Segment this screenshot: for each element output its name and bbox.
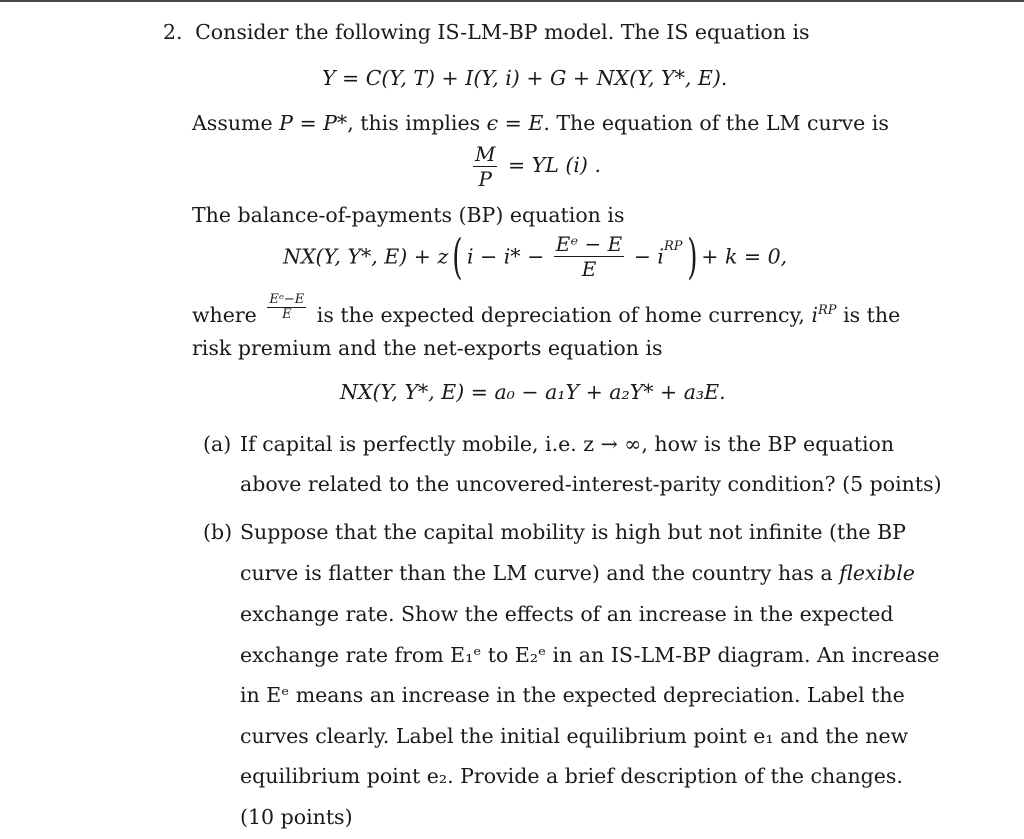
part-b-label: (b)	[203, 520, 233, 544]
bp-inner-2: − i	[633, 244, 664, 269]
where-fraction-numerator: Eᵉ−E	[269, 292, 305, 307]
part-a-line-1: If capital is perfectly mobile, i.e. z → ∞, how is the BP equation	[240, 432, 895, 456]
nx-equation: NX(Y, Y*, E) = a₀ − a₁Y + a₂Y* + a₃E.	[340, 380, 726, 404]
assume-text-3: . The equation of the LM curve is	[543, 111, 889, 135]
assume-line	[192, 110, 889, 136]
is-equation: Y = C(Y, T) + I(Y, i) + G + NX(Y, Y*, E).	[322, 66, 728, 90]
part-b-line-2	[240, 560, 915, 586]
part-a-label: (a)	[203, 432, 232, 456]
assume-math-1: P = P*	[279, 111, 348, 135]
part-b-line-4: exchange rate from E₁ᵉ to E₂ᵉ in an IS-LM-BP diagram. An increase	[240, 643, 940, 667]
bp-equation	[283, 228, 788, 288]
where-line-2: risk premium and the net-exports equation is	[192, 336, 663, 360]
part-b-line-5: in Eᵉ means an increase in the expected depreciation. Label the	[240, 683, 905, 707]
where-text-1: where	[192, 303, 257, 327]
bp-fraction	[554, 232, 624, 281]
assume-text-2: , this implies	[347, 111, 487, 135]
bp-left: NX(Y, Y*, E) + z	[283, 244, 449, 269]
where-irp: i	[811, 303, 818, 327]
part-b-line-3: exchange rate. Show the effects of an increase in the expected	[240, 602, 894, 626]
where-irp-sup: RP	[818, 303, 837, 319]
assume-text-1: Assume	[192, 111, 280, 135]
part-b-line-6: curves clearly. Label the initial equilibrium point e₁ and the new	[240, 724, 909, 748]
where-text-2: is the expected depreciation of home currency,	[316, 303, 805, 327]
part-b-line-2-text: curve is flatter than the LM curve) and the country has a	[240, 561, 840, 585]
top-rule	[0, 0, 1024, 2]
part-b-line-2-emphasis: flexible	[839, 561, 915, 585]
lm-numerator: M	[475, 142, 496, 166]
bp-inner-sup: RP	[663, 239, 683, 254]
part-b-line-7: equilibrium point e₂. Provide a brief description of the changes.	[240, 764, 903, 788]
part-b-line-1: Suppose that the capital mobility is high but not infinite (the BP	[240, 520, 906, 544]
part-b-line-8: (10 points)	[240, 805, 353, 829]
bp-fraction-numerator: Eᵉ − E	[555, 232, 623, 256]
bp-inner-1: i − i* −	[466, 244, 545, 269]
where-fraction-denominator: E	[282, 307, 292, 322]
lm-rhs: = YL (i) .	[508, 153, 601, 177]
bp-close-paren: )	[686, 228, 698, 285]
where-text-3: is the	[843, 303, 901, 327]
lm-equation	[473, 142, 601, 191]
problem-number: 2.	[163, 20, 183, 44]
bp-intro: The balance-of-payments (BP) equation is	[192, 203, 625, 227]
lm-fraction	[473, 142, 497, 191]
where-fraction	[267, 293, 306, 322]
problem-intro: Consider the following IS-LM-BP model. The IS equation is	[195, 20, 810, 44]
part-a-line-2: above related to the uncovered-interest-parity condition? (5 points)	[240, 472, 942, 496]
where-line	[192, 293, 900, 328]
bp-fraction-denominator: E	[581, 257, 597, 281]
lm-denominator: P	[478, 167, 492, 191]
problem-intro-line	[163, 19, 810, 45]
bp-open-paren: (	[452, 228, 463, 285]
assume-math-2: ϵ = E	[486, 111, 544, 135]
bp-right: + k = 0,	[701, 244, 788, 269]
